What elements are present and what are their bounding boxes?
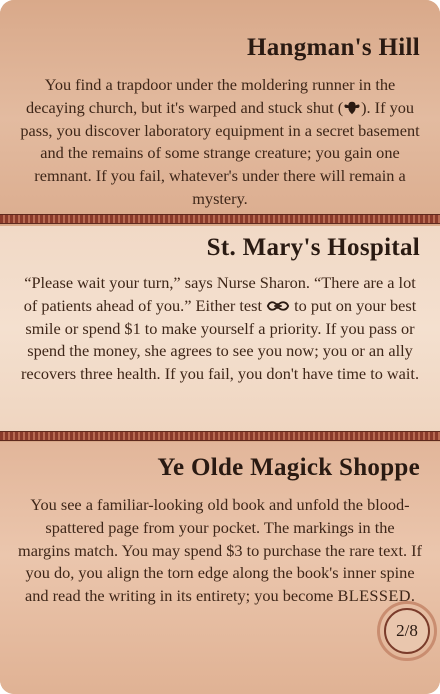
location-title: St. Mary's Hospital [206, 234, 420, 261]
location-text: “Please wait your turn,” says Nurse Sharon. “There are a lot of patients ahead of you.” Either test to put on your best smile or spend $1 to make yourself a priority. If you pass or spend the money, she agrees to see you now; you or an ally recovers three health. If you fail, you don't have time to wait. [20, 273, 420, 384]
location-section-hangmans-hill [0, 0, 440, 216]
location-section-ye-olde-magick-shoppe [0, 442, 440, 694]
section-divider [0, 431, 440, 441]
location-section-st-marys-hospital [0, 226, 440, 432]
location-title: Hangman's Hill [247, 34, 420, 61]
location-text: You see a familiar-looking old book and unfold the blood-spattered page from your pocket. The markings in the margins match. You may spend $3 to purchase the rare text. If you do, you align the torn edge along the book's inner spine and read the writing in its entirety; you become BLESSED. [18, 495, 422, 606]
keyword-blessed: BLESSED [337, 586, 411, 606]
location-title: Ye Olde Magick Shoppe [157, 454, 420, 481]
location-text: You find a trapdoor under the moldering runner in the decaying church, but it's warped and stuck shut ( ). If you pass, you discover laboratory equipment in a secret basement and the remains of some strange creature; you gain one remnant. If you fail, whatever's under there will remain a mystery. [20, 75, 420, 208]
section-divider [0, 214, 440, 224]
strength-icon [343, 100, 361, 116]
page-number-badge: 2/8 [384, 608, 430, 654]
influence-icon [266, 298, 290, 314]
